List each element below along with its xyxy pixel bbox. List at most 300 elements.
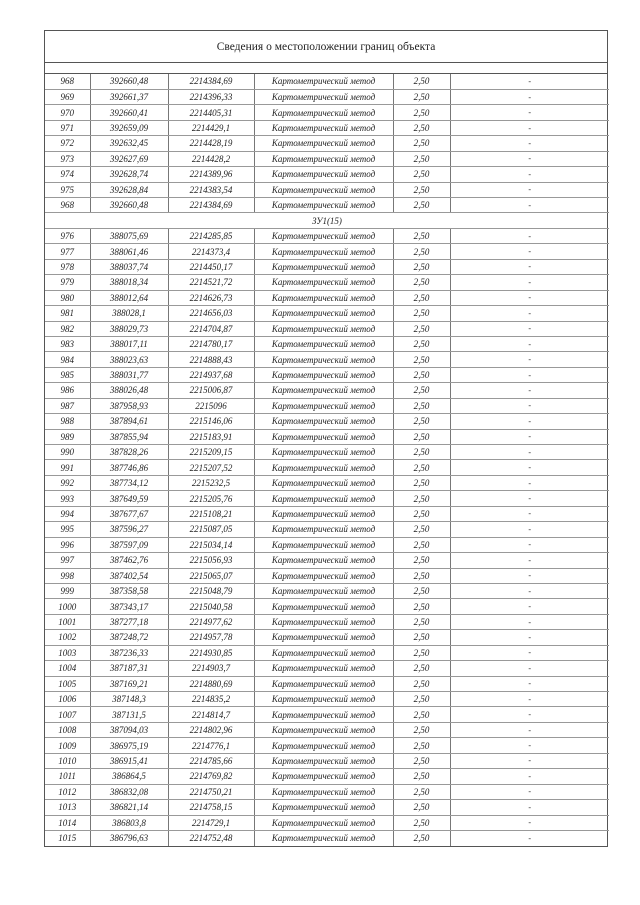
document-sheet: [44, 30, 608, 847]
table-row: [45, 244, 609, 259]
x-coordinate-cell: 387677,67: [90, 506, 168, 521]
description-cell: -: [450, 491, 609, 506]
y-coordinate-cell: 2214937,68: [168, 367, 254, 382]
point-number-cell: 1012: [45, 784, 90, 799]
description-cell: -: [450, 568, 609, 583]
point-number-cell: 987: [45, 398, 90, 413]
y-coordinate-cell: 2215207,52: [168, 460, 254, 475]
point-number-cell: 1009: [45, 738, 90, 753]
x-coordinate-cell: 388031,77: [90, 367, 168, 382]
accuracy-cell: 2,50: [393, 429, 450, 444]
description-cell: -: [450, 290, 609, 305]
description-cell: -: [450, 692, 609, 707]
point-number-cell: 1007: [45, 707, 90, 722]
table-row: [45, 537, 609, 552]
table-row: [45, 568, 609, 583]
x-coordinate-cell: 387343,17: [90, 599, 168, 614]
point-number-cell: 992: [45, 475, 90, 490]
x-coordinate-cell: 388029,73: [90, 321, 168, 336]
method-cell: Картометрический метод: [254, 275, 393, 290]
point-number-cell: 1014: [45, 815, 90, 830]
point-number-cell: 988: [45, 414, 90, 429]
point-number-cell: 972: [45, 136, 90, 151]
point-number-cell: 971: [45, 120, 90, 135]
point-number-cell: 997: [45, 553, 90, 568]
y-coordinate-cell: 2215096: [168, 398, 254, 413]
method-cell: Картометрический метод: [254, 290, 393, 305]
accuracy-cell: 2,50: [393, 676, 450, 691]
x-coordinate-cell: 387734,12: [90, 475, 168, 490]
description-cell: -: [450, 583, 609, 598]
section-label: ЗУ1(15): [45, 213, 609, 228]
point-number-cell: 990: [45, 445, 90, 460]
table-row: [45, 830, 609, 845]
method-cell: Картометрический метод: [254, 830, 393, 845]
accuracy-cell: 2,50: [393, 445, 450, 460]
x-coordinate-cell: 387248,72: [90, 630, 168, 645]
y-coordinate-cell: 2214880,69: [168, 676, 254, 691]
accuracy-cell: 2,50: [393, 537, 450, 552]
accuracy-cell: 2,50: [393, 599, 450, 614]
description-cell: -: [450, 414, 609, 429]
description-cell: -: [450, 475, 609, 490]
table-row: [45, 74, 609, 89]
method-cell: Картометрический метод: [254, 522, 393, 537]
table-row: [45, 383, 609, 398]
description-cell: -: [450, 275, 609, 290]
y-coordinate-cell: 2214930,85: [168, 645, 254, 660]
x-coordinate-cell: 386803,8: [90, 815, 168, 830]
x-coordinate-cell: 387828,26: [90, 445, 168, 460]
y-coordinate-cell: 2214814,7: [168, 707, 254, 722]
y-coordinate-cell: 2215056,93: [168, 553, 254, 568]
table-row: [45, 321, 609, 336]
point-number-cell: 1015: [45, 830, 90, 845]
description-cell: -: [450, 105, 609, 120]
description-cell: -: [450, 645, 609, 660]
x-coordinate-cell: 392661,37: [90, 89, 168, 104]
x-coordinate-cell: 387894,61: [90, 414, 168, 429]
accuracy-cell: 2,50: [393, 290, 450, 305]
x-coordinate-cell: 387187,31: [90, 661, 168, 676]
y-coordinate-cell: 2214384,69: [168, 198, 254, 213]
point-number-cell: 1001: [45, 614, 90, 629]
method-cell: Картометрический метод: [254, 167, 393, 182]
x-coordinate-cell: 388023,63: [90, 352, 168, 367]
method-cell: Картометрический метод: [254, 244, 393, 259]
table-row: [45, 630, 609, 645]
x-coordinate-cell: 387958,93: [90, 398, 168, 413]
point-number-cell: 986: [45, 383, 90, 398]
y-coordinate-cell: 2214396,33: [168, 89, 254, 104]
accuracy-cell: 2,50: [393, 506, 450, 521]
x-coordinate-cell: 387462,76: [90, 553, 168, 568]
method-cell: Картометрический метод: [254, 89, 393, 104]
method-cell: Картометрический метод: [254, 321, 393, 336]
table-row: [45, 136, 609, 151]
y-coordinate-cell: 2215146,06: [168, 414, 254, 429]
description-cell: -: [528, 833, 532, 843]
point-number-cell: 998: [45, 568, 90, 583]
description-cell: -: [450, 553, 609, 568]
method-cell: Картометрический метод: [254, 259, 393, 274]
y-coordinate-cell: 2214389,96: [168, 167, 254, 182]
y-coordinate-cell: 2215108,21: [168, 506, 254, 521]
y-coordinate-cell: 2215040,58: [168, 599, 254, 614]
method-cell: Картометрический метод: [254, 537, 393, 552]
description-cell: -: [450, 738, 609, 753]
table-row: [45, 120, 609, 135]
description-cell: -: [450, 537, 609, 552]
point-number-cell: 984: [45, 352, 90, 367]
table-row: [45, 645, 609, 660]
x-coordinate-cell: 392628,84: [90, 182, 168, 197]
method-cell: Картометрический метод: [254, 352, 393, 367]
method-cell: Картометрический метод: [254, 769, 393, 784]
method-cell: Картометрический метод: [254, 661, 393, 676]
table-row: [45, 599, 609, 614]
y-coordinate-cell: 2214957,78: [168, 630, 254, 645]
point-number-cell: 976: [45, 228, 90, 243]
method-cell: Картометрический метод: [254, 429, 393, 444]
point-number-cell: 968: [45, 74, 90, 89]
accuracy-cell: 2,50: [393, 74, 450, 89]
table-row: [45, 815, 609, 830]
point-number-cell: 993: [45, 491, 90, 506]
description-cell: -: [450, 167, 609, 182]
accuracy-cell: 2,50: [393, 259, 450, 274]
y-coordinate-cell: 2214903,7: [168, 661, 254, 676]
y-coordinate-cell: 2215034,14: [168, 537, 254, 552]
table-row: [45, 352, 609, 367]
accuracy-cell: 2,50: [393, 830, 450, 845]
y-coordinate-cell: 2214752,48: [168, 830, 254, 845]
y-coordinate-cell: 2214888,43: [168, 352, 254, 367]
method-cell: Картометрический метод: [254, 74, 393, 89]
y-coordinate-cell: 2214383,54: [168, 182, 254, 197]
accuracy-cell: 2,50: [393, 105, 450, 120]
accuracy-cell: 2,50: [393, 383, 450, 398]
y-coordinate-cell: 2214769,82: [168, 769, 254, 784]
y-coordinate-cell: 2214802,96: [168, 722, 254, 737]
description-cell: -: [450, 367, 609, 382]
y-coordinate-cell: 2215065,07: [168, 568, 254, 583]
table-row: [45, 414, 609, 429]
point-number-cell: 968: [45, 198, 90, 213]
method-cell: Картометрический метод: [254, 136, 393, 151]
point-number-cell: 1011: [45, 769, 90, 784]
x-coordinate-cell: 392659,09: [90, 120, 168, 135]
description-cell: -: [450, 522, 609, 537]
accuracy-cell: 2,50: [393, 738, 450, 753]
x-coordinate-cell: 387148,3: [90, 692, 168, 707]
y-coordinate-cell: 2214785,66: [168, 753, 254, 768]
accuracy-cell: 2,50: [393, 275, 450, 290]
y-coordinate-cell: 2214729,1: [168, 815, 254, 830]
point-number-cell: 980: [45, 290, 90, 305]
method-cell: Картометрический метод: [254, 414, 393, 429]
method-cell: Картометрический метод: [254, 630, 393, 645]
x-coordinate-cell: 388018,34: [90, 275, 168, 290]
x-coordinate-cell: 387402,54: [90, 568, 168, 583]
method-cell: Картометрический метод: [254, 475, 393, 490]
y-coordinate-cell: 2214373,4: [168, 244, 254, 259]
accuracy-cell: 2,50: [393, 475, 450, 490]
point-number-cell: 991: [45, 460, 90, 475]
x-coordinate-cell: 388026,48: [90, 383, 168, 398]
method-cell: Картометрический метод: [254, 753, 393, 768]
x-coordinate-cell: 387597,09: [90, 537, 168, 552]
x-coordinate-cell: 387855,94: [90, 429, 168, 444]
description-cell: -: [450, 136, 609, 151]
table-row: [45, 398, 609, 413]
description-cell: -: [450, 321, 609, 336]
x-coordinate-cell: 392632,45: [90, 136, 168, 151]
y-coordinate-cell: 2215087,05: [168, 522, 254, 537]
description-cell: -: [450, 661, 609, 676]
accuracy-cell: 2,50: [393, 522, 450, 537]
x-coordinate-cell: 387649,59: [90, 491, 168, 506]
method-cell: Картометрический метод: [254, 738, 393, 753]
y-coordinate-cell: 2214704,87: [168, 321, 254, 336]
table-row: [45, 553, 609, 568]
accuracy-cell: 2,50: [393, 89, 450, 104]
table-body: [45, 74, 609, 846]
method-cell: Картометрический метод: [254, 228, 393, 243]
x-coordinate-cell: 387277,18: [90, 614, 168, 629]
point-number-cell: 995: [45, 522, 90, 537]
table-row: [45, 259, 609, 274]
y-coordinate-cell: 2215006,87: [168, 383, 254, 398]
x-coordinate-cell: 388037,74: [90, 259, 168, 274]
method-cell: Картометрический метод: [254, 676, 393, 691]
document-title: Сведения о местоположении границ объекта: [45, 31, 607, 63]
table-row: [45, 198, 609, 213]
point-number-cell: 1005: [45, 676, 90, 691]
x-coordinate-cell: 386975,19: [90, 738, 168, 753]
point-number-cell: 1013: [45, 800, 90, 815]
accuracy-cell: 2,50: [393, 398, 450, 413]
method-cell: Картометрический метод: [254, 815, 393, 830]
point-number-cell: 979: [45, 275, 90, 290]
table-row: [45, 445, 609, 460]
description-cell: -: [450, 398, 609, 413]
table-row: [45, 167, 609, 182]
y-coordinate-cell: 2214977,62: [168, 614, 254, 629]
x-coordinate-cell: 386832,08: [90, 784, 168, 799]
x-coordinate-cell: 387746,86: [90, 460, 168, 475]
accuracy-cell: 2,50: [393, 136, 450, 151]
description-cell: -: [450, 815, 609, 830]
description-cell: -: [450, 614, 609, 629]
x-coordinate-cell: 392660,48: [90, 198, 168, 213]
x-coordinate-cell: 392628,74: [90, 167, 168, 182]
y-coordinate-cell: 2214656,03: [168, 306, 254, 321]
point-number-cell: 983: [45, 336, 90, 351]
description-cell: -: [450, 460, 609, 475]
x-coordinate-cell: 388028,1: [90, 306, 168, 321]
table-row: [45, 676, 609, 691]
x-coordinate-cell: 386821,14: [90, 800, 168, 815]
point-number-cell: 1008: [45, 722, 90, 737]
accuracy-cell: 2,50: [393, 800, 450, 815]
description-cell: -: [450, 151, 609, 166]
accuracy-cell: 2,50: [393, 645, 450, 660]
accuracy-cell: 2,50: [393, 414, 450, 429]
point-number-cell: 981: [45, 306, 90, 321]
method-cell: Картометрический метод: [254, 784, 393, 799]
description-cell: -: [450, 429, 609, 444]
description-cell: -: [450, 630, 609, 645]
table-row: [45, 692, 609, 707]
accuracy-cell: 2,50: [393, 568, 450, 583]
x-coordinate-cell: 387236,33: [90, 645, 168, 660]
point-number-cell: 1006: [45, 692, 90, 707]
point-number-cell: 996: [45, 537, 90, 552]
point-number-cell: 1004: [45, 661, 90, 676]
table-row: [45, 506, 609, 521]
y-coordinate-cell: 2214780,17: [168, 336, 254, 351]
description-cell: -: [450, 182, 609, 197]
description-cell: -: [450, 336, 609, 351]
x-coordinate-cell: 387596,27: [90, 522, 168, 537]
x-coordinate-cell: 388061,46: [90, 244, 168, 259]
y-coordinate-cell: 2215183,91: [168, 429, 254, 444]
y-coordinate-cell: 2215232,5: [168, 475, 254, 490]
x-coordinate-cell: 392660,48: [90, 74, 168, 89]
x-coordinate-cell: 386796,63: [90, 830, 168, 845]
method-cell: Картометрический метод: [254, 120, 393, 135]
method-cell: Картометрический метод: [254, 614, 393, 629]
description-cell: -: [450, 506, 609, 521]
y-coordinate-cell: 2214776,1: [168, 738, 254, 753]
method-cell: Картометрический метод: [254, 306, 393, 321]
accuracy-cell: 2,50: [393, 244, 450, 259]
point-number-cell: 1000: [45, 599, 90, 614]
description-cell: -: [450, 800, 609, 815]
accuracy-cell: 2,50: [393, 120, 450, 135]
accuracy-cell: 2,50: [393, 321, 450, 336]
description-cell: -: [450, 74, 609, 89]
accuracy-cell: 2,50: [393, 661, 450, 676]
point-number-cell: 975: [45, 182, 90, 197]
x-coordinate-cell: 392660,41: [90, 105, 168, 120]
x-coordinate-cell: 392627,69: [90, 151, 168, 166]
method-cell: Картометрический метод: [254, 645, 393, 660]
description-cell: -: [450, 306, 609, 321]
point-number-cell: 1002: [45, 630, 90, 645]
method-cell: Картометрический метод: [254, 398, 393, 413]
accuracy-cell: 2,50: [393, 707, 450, 722]
method-cell: Картометрический метод: [254, 460, 393, 475]
y-coordinate-cell: 2214450,17: [168, 259, 254, 274]
x-coordinate-cell: 387131,5: [90, 707, 168, 722]
description-cell: -: [450, 120, 609, 135]
method-cell: Картометрический метод: [254, 506, 393, 521]
point-number-cell: 999: [45, 583, 90, 598]
y-coordinate-cell: 2214429,1: [168, 120, 254, 135]
description-cell: -: [450, 599, 609, 614]
table-row: [45, 460, 609, 475]
description-cell: -: [450, 676, 609, 691]
method-cell: Картометрический метод: [254, 722, 393, 737]
method-cell: Картометрический метод: [254, 367, 393, 382]
table-row: [45, 367, 609, 382]
table-row: [45, 306, 609, 321]
x-coordinate-cell: 388017,11: [90, 336, 168, 351]
method-cell: Картометрический метод: [254, 692, 393, 707]
accuracy-cell: 2,50: [393, 182, 450, 197]
method-cell: Картометрический метод: [254, 151, 393, 166]
x-coordinate-cell: 387169,21: [90, 676, 168, 691]
y-coordinate-cell: 2215205,76: [168, 491, 254, 506]
method-cell: Картометрический метод: [254, 553, 393, 568]
table-row: [45, 228, 609, 243]
point-number-cell: 1010: [45, 753, 90, 768]
x-coordinate-cell: 388012,64: [90, 290, 168, 305]
point-number-cell: 970: [45, 105, 90, 120]
description-cell: -: [450, 722, 609, 737]
description-cell: -: [450, 707, 609, 722]
table-row: [45, 491, 609, 506]
y-coordinate-cell: 2214626,73: [168, 290, 254, 305]
description-cell: -: [450, 352, 609, 367]
y-coordinate-cell: 2215209,15: [168, 445, 254, 460]
y-coordinate-cell: 2214428,2: [168, 151, 254, 166]
accuracy-cell: 2,50: [393, 367, 450, 382]
point-number-cell: 974: [45, 167, 90, 182]
method-cell: Картометрический метод: [254, 583, 393, 598]
y-coordinate-cell: 2214750,21: [168, 784, 254, 799]
x-coordinate-cell: 386915,41: [90, 753, 168, 768]
point-number-cell: 989: [45, 429, 90, 444]
table-row: [45, 722, 609, 737]
x-coordinate-cell: 387094,03: [90, 722, 168, 737]
accuracy-cell: 2,50: [393, 352, 450, 367]
description-cell: -: [450, 784, 609, 799]
table-row: [45, 784, 609, 799]
method-cell: Картометрический метод: [254, 707, 393, 722]
x-coordinate-cell: 387358,58: [90, 583, 168, 598]
accuracy-cell: 2,50: [393, 306, 450, 321]
method-cell: Картометрический метод: [254, 105, 393, 120]
accuracy-cell: 2,50: [393, 815, 450, 830]
table-row: [45, 336, 609, 351]
table-row: [45, 614, 609, 629]
table-row: [45, 275, 609, 290]
accuracy-cell: 2,50: [393, 336, 450, 351]
description-cell: -: [450, 244, 609, 259]
x-coordinate-cell: 388075,69: [90, 228, 168, 243]
y-coordinate-cell: 2214521,72: [168, 275, 254, 290]
accuracy-cell: 2,50: [393, 167, 450, 182]
point-number-cell: 973: [45, 151, 90, 166]
accuracy-cell: 2,50: [393, 151, 450, 166]
table-row: [45, 151, 609, 166]
accuracy-cell: 2,50: [393, 614, 450, 629]
y-coordinate-cell: 2214835,2: [168, 692, 254, 707]
table-row: [45, 707, 609, 722]
table-row: [45, 738, 609, 753]
table-row: [45, 105, 609, 120]
table-row: [45, 800, 609, 815]
x-coordinate-cell: 386864,5: [90, 769, 168, 784]
table-row: [45, 429, 609, 444]
point-number-cell: 982: [45, 321, 90, 336]
y-coordinate-cell: 2215048,79: [168, 583, 254, 598]
y-coordinate-cell: 2214285,85: [168, 228, 254, 243]
y-coordinate-cell: 2214405,31: [168, 105, 254, 120]
